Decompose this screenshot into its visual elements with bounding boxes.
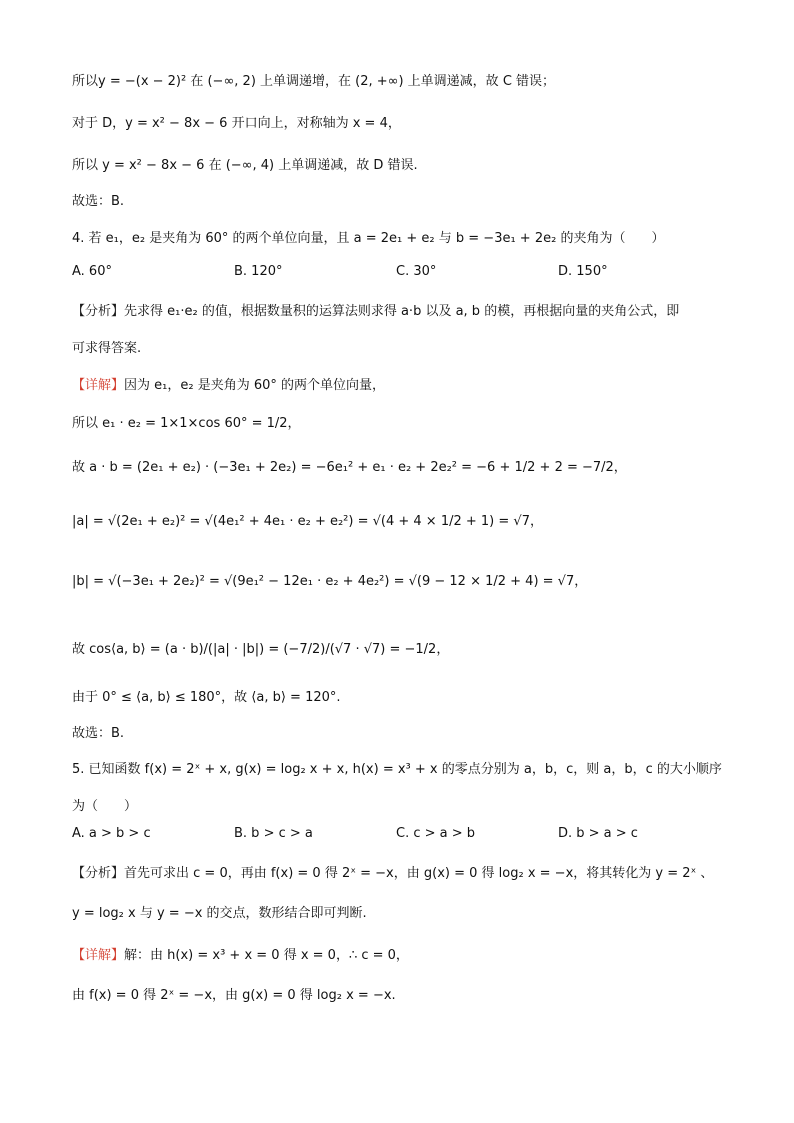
text-line: 所以y = −(x − 2)² 在 (−∞, 2) 上单调递增，在 (2, +∞) 上单调递减，故 C 错误； [72,74,556,89]
step-line: 故 cos⟨a, b⟩ = (a · b)/(|a| · |b|) = (−7/2)/(√7 · √7) = −1/2， [72,642,450,657]
q4-option-b: B. 120° [234,264,283,279]
q5-option-b: B. b > c > a [234,826,313,841]
q5-option-c: C. c > a > b [396,826,476,841]
analysis-4-cont: 可求得答案. [72,341,142,356]
step-line: 由 f(x) = 0 得 2ˣ = −x，由 g(x) = 0 得 log₂ x = −x. [72,988,396,1003]
text-line: 对于 D，y = x² − 8x − 6 开口向上，对称轴为 x = 4， [72,116,401,131]
step-line: 故 a · b = (2e₁ + e₂) · (−3e₁ + 2e₂) = −6e₁² + e₁ · e₂ + 2e₂² = −6 + 1/2 + 2 = −7/2， [72,460,627,475]
question-5-cont: 为（ ） [72,799,138,814]
analysis-5 [72,864,713,884]
analysis-text: 首先可求出 c = 0，再由 f(x) = 0 得 2ˣ = −x，由 g(x) = 0 得 log₂ x = −x，将其转化为 y = 2ˣ 、 [124,866,714,881]
step-line: 由于 0° ≤ ⟨a, b⟩ ≤ 180°，故 ⟨a, b⟩ = 120°. [72,690,341,705]
detail-label: 【详解】 [72,948,125,963]
text-line: 所以 y = x² − 8x − 6 在 (−∞, 4) 上单调递减，故 D 错误. [72,158,418,173]
step-line: |b| = √(−3e₁ + 2e₂)² = √(9e₁² − 12e₁ · e₂ + 4e₂²) = √(9 − 12 × 1/2 + 4) = √7， [72,574,588,589]
question-5: 5. 已知函数 f(x) = 2ˣ + x, g(x) = log₂ x + x, h(x) = x³ + x 的零点分别为 a，b，c，则 a，b，c 的大小顺序 [72,762,722,777]
detail-4 [72,376,385,396]
analysis-text: 先求得 e₁·e₂ 的值，根据数量积的运算法则求得 a·b 以及 a, b 的模，再根据向量的夹角公式，即 [124,304,680,319]
analysis-label: 【分析】 [72,866,125,881]
step-line: |a| = √(2e₁ + e₂)² = √(4e₁² + 4e₁ · e₂ + e₂²) = √(4 + 4 × 1/2 + 1) = √7， [72,514,543,529]
q5-option-d: D. b > a > c [558,826,638,841]
detail-label: 【详解】 [72,378,125,393]
detail-text: 因为 e₁，e₂ 是夹角为 60° 的两个单位向量， [124,378,386,393]
detail-5 [72,946,409,966]
q4-option-a: A. 60° [72,264,112,279]
question-4: 4. 若 e₁，e₂ 是夹角为 60° 的两个单位向量，且 a = 2e₁ + e₂ 与 b = −3e₁ + 2e₂ 的夹角为（ ） [72,231,665,246]
analysis-5-cont: y = log₂ x 与 y = −x 的交点，数形结合即可判断. [72,906,367,921]
analysis-4 [72,302,679,322]
q4-option-c: C. 30° [396,264,437,279]
answer-line: 故选：B. [72,726,125,741]
q4-option-d: D. 150° [558,264,608,279]
answer-line: 故选：B. [72,194,125,209]
q5-option-a: A. a > b > c [72,826,151,841]
step-line: 所以 e₁ · e₂ = 1×1×cos 60° = 1/2， [72,416,301,431]
detail-text: 解：由 h(x) = x³ + x = 0 得 x = 0，∴ c = 0， [124,948,409,963]
analysis-label: 【分析】 [72,304,125,319]
